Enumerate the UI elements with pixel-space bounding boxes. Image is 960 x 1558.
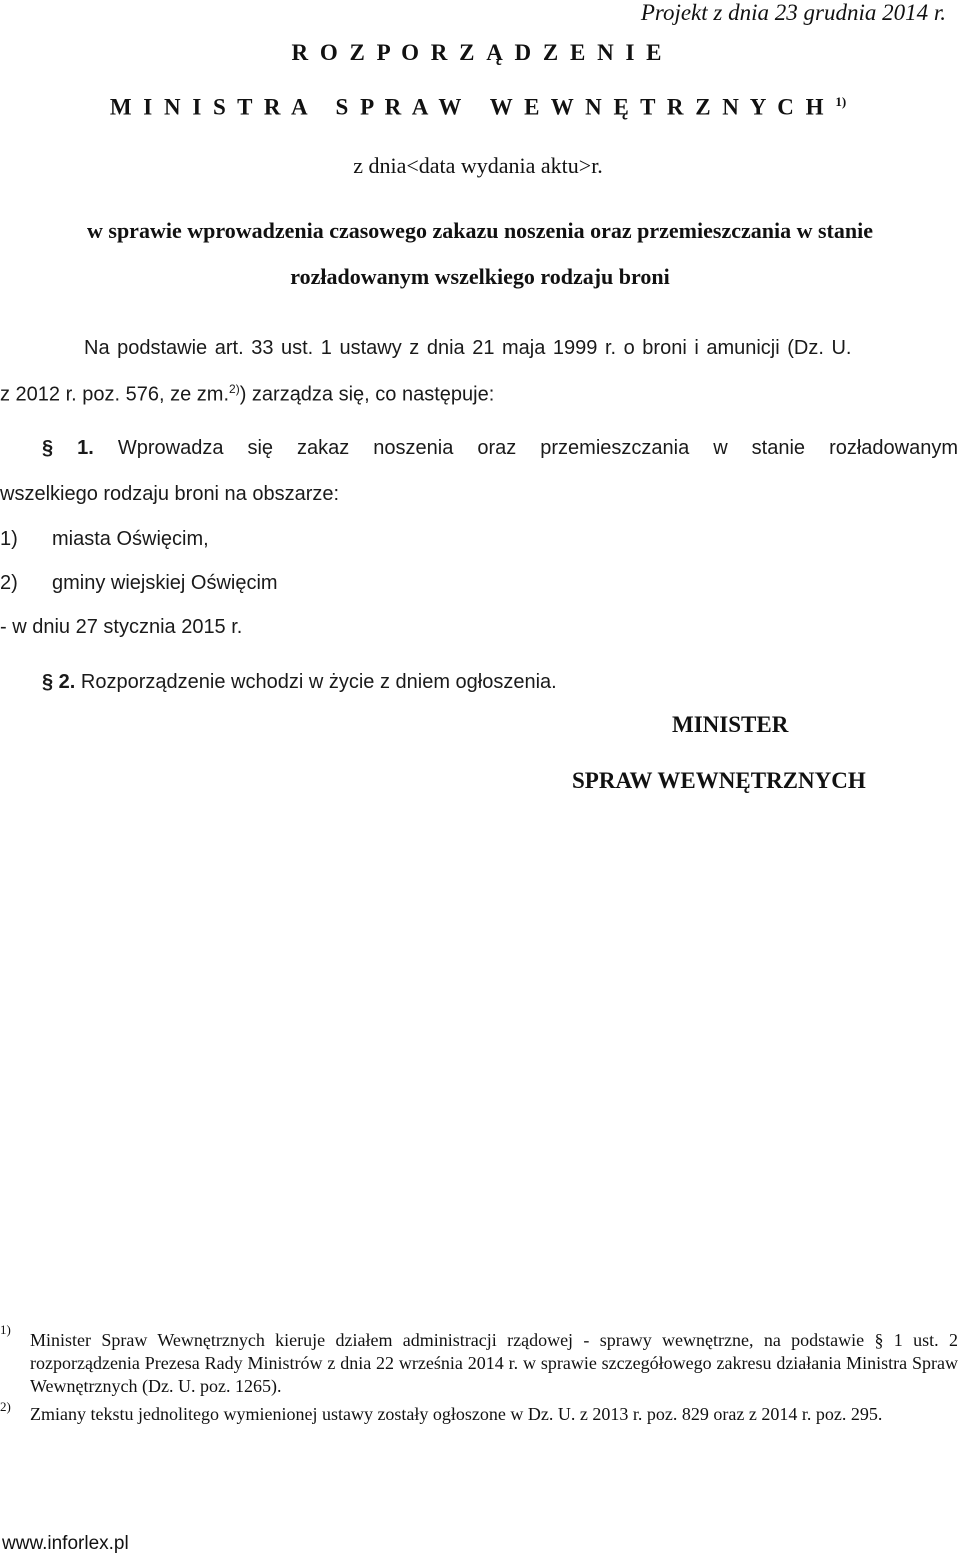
signature-title-line-1: MINISTER bbox=[672, 712, 789, 737]
list-item-number: 2) bbox=[0, 572, 18, 594]
footnote-1-mark: 1) bbox=[0, 1322, 11, 1337]
footnote-2-text: Zmiany tekstu jednolitego wymienionej ustawy zostały ogłoszone w Dz. U. z 2013 r. poz. 829 oraz z 2014 r. poz. 295. bbox=[30, 1404, 883, 1424]
subject-line-1: w sprawie wprowadzenia czasowego zakazu noszenia oraz przemieszczania w stanie bbox=[87, 218, 873, 243]
website-footer: www.inforlex.pl bbox=[2, 1533, 129, 1554]
paragraph-2-label: § 2. bbox=[42, 671, 76, 693]
footnote-ref-2: 2) bbox=[229, 382, 240, 396]
list-item bbox=[0, 528, 209, 551]
list-item-text: miasta Oświęcim, bbox=[52, 528, 209, 550]
footnote-ref-1: 1) bbox=[835, 94, 847, 109]
paragraph-1-label: § 1. bbox=[42, 437, 94, 459]
paragraph-1-line-1 bbox=[42, 437, 958, 460]
ban-date-line: - w dniu 27 stycznia 2015 r. bbox=[0, 616, 243, 638]
footnote-2-mark: 2) bbox=[0, 1399, 11, 1414]
paragraph-2 bbox=[42, 671, 557, 694]
legal-basis-citation: z 2012 r. poz. 576, ze zm. bbox=[0, 383, 230, 406]
draft-date-header: Projekt z dnia 23 grudnia 2014 r. bbox=[640, 0, 946, 25]
subject-title bbox=[0, 208, 960, 300]
footnote-1-text: Minister Spraw Wewnętrznych kieruje działem administracji rządowej - sprawy wewnętrzne, na podstawie § 1 ust. 2 rozporządzenia Prezesa Rady Ministrów z dnia 22 września 2014 r. w sprawie szczegółowego zakresu działania Ministra Spraw Wewnętrznych (Dz. U. poz. 1265). bbox=[30, 1330, 958, 1396]
subject-line-2: rozładowanym wszelkiego rodzaju broni bbox=[290, 264, 670, 289]
legal-basis-enactment: ) zarządza się, co następuje: bbox=[239, 383, 495, 406]
paragraph-2-text: Rozporządzenie wchodzi w życie z dniem ogłoszenia. bbox=[80, 671, 557, 693]
document-type-title: R O Z P O R Z Ą D Z E N I E bbox=[291, 40, 665, 65]
list-item-number: 1) bbox=[0, 528, 18, 550]
list-item-text: gminy wiejskiej Oświęcim bbox=[52, 572, 278, 594]
legal-basis-line-2 bbox=[0, 382, 494, 407]
legal-basis-line-1: Na podstawie art. 33 ust. 1 ustawy z dnia 21 maja 1999 r. o broni i amunicji (Dz. U. bbox=[84, 337, 852, 359]
issue-date-line: z dnia<data wydania aktu>r. bbox=[353, 153, 603, 178]
signature-title-line-2: SPRAW WEWNĘTRZNYCH bbox=[572, 768, 866, 793]
list-item bbox=[0, 572, 278, 595]
issuing-authority-name: M I N I S T R A S P R A W W E W N Ę T R Z N Y C H bbox=[109, 94, 827, 120]
paragraph-1-line-2: wszelkiego rodzaju broni na obszarze: bbox=[0, 483, 340, 505]
issuing-authority-title bbox=[0, 94, 956, 121]
paragraph-1-text: Wprowadza się zakaz noszenia oraz przemieszczania w stanie rozładowanym bbox=[117, 437, 959, 459]
